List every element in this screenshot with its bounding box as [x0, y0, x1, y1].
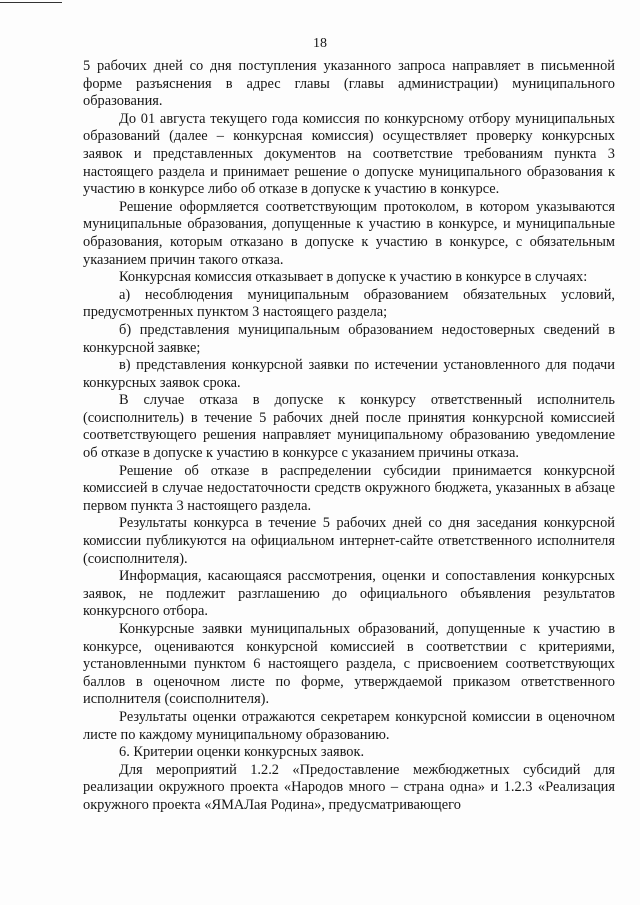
paragraph: 5 рабочих дней со дня поступления указанного запроса направляет в письменной форме разъяснения в адрес главы (главы администрации) муниципального образования.: [83, 58, 615, 110]
paragraph: Конкурсная комиссия отказывает в допуске к участию в конкурсе в случаях:: [119, 269, 588, 286]
document-body: [83, 58, 615, 815]
paragraph: Информация, касающаяся рассмотрения, оценки и сопоставления конкурсных заявок, не подлежит разглашению до официального объявления результатов конкурсного отбора.: [83, 568, 615, 620]
paragraph: Решение об отказе в распределении субсидии принимается конкурсной комиссией в случае недостаточности средств окружного бюджета, указанных в абзаце первом пункта 3 настоящего раздела.: [83, 462, 615, 514]
paragraph: Конкурсные заявки муниципальных образований, допущенные к участию в конкурсе, оцениваются конкурсной комиссией в соответствии с критериями, установленными пунктом 6 настоящего раздела, с присвоением соответствующих баллов в оценочном листе по форме, утверждаемой приказом ответственного исполнителя (соисполнителя).: [83, 621, 615, 708]
paragraph: в) представления конкурсной заявки по истечении установленного для подачи конкурсных заявок срока.: [83, 357, 615, 391]
paragraph: б) представления муниципальным образованием недостоверных сведений в конкурсной заявке;: [83, 321, 615, 356]
paragraph: Результаты конкурса в течение 5 рабочих дней со дня заседания конкурсной комиссии публикуются на официальном интернет-сайте ответственного исполнителя (соисполнителя).: [83, 515, 615, 567]
paragraph: а) несоблюдения муниципальным образованием обязательных условий, предусмотренных пунктом 3 настоящего раздела;: [83, 286, 615, 321]
paragraph: До 01 августа текущего года комиссия по конкурсному отбору муниципальных образований (далее – конкурсная комиссия) осуществляет проверку конкурсных заявок и представленных документов на соответствие требованиям пункта 3 настоящего раздела и принимает решение о допуске муниципального образования к участию в конкурсе либо об отказе в допуске к участию в конкурсе.: [83, 110, 615, 198]
corner-rule: [0, 2, 62, 3]
paragraph: Результаты оценки отражаются секретарем конкурсной комиссии в оценочном листе по каждому муниципальному образованию.: [83, 708, 615, 743]
paragraph: Решение оформляется соответствующим протоколом, в котором указываются муниципальные образования, допущенные к участию в конкурсе, и муниципальные образования, которым отказано в допуске к участию в конкурсе, с обязательным указанием причин такого отказа.: [83, 198, 615, 268]
paragraph: 6. Критерии оценки конкурсных заявок.: [119, 744, 365, 761]
page-number: 18: [313, 36, 327, 51]
paragraph: Для мероприятий 1.2.2 «Предоставление межбюджетных субсидий для реализации окружного проекта «Народов много – страна одна» и 1.2.3 «Реализация окружного проекта «ЯМАЛая Родина», предусматривающего: [83, 761, 615, 813]
paragraph: В случае отказа в допуске к конкурсу ответственный исполнитель (соисполнитель) в течение 5 рабочих дней после принятия конкурсной комиссией соответствующего решения направляет муниципальному образованию уведомление об отказе в допуске к участию в конкурсе с указанием причины отказа.: [83, 392, 615, 462]
